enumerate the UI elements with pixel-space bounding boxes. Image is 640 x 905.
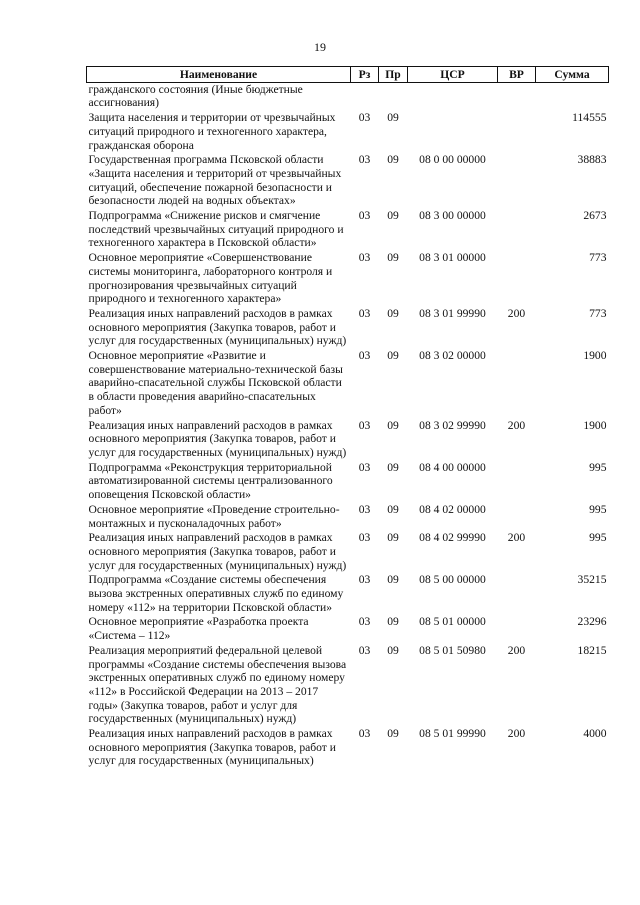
cell-sum: 18215 bbox=[577, 643, 607, 657]
cell-vr bbox=[498, 615, 536, 643]
cell-vr bbox=[498, 153, 536, 209]
cell-pr bbox=[379, 82, 408, 111]
cell-sum: 773 bbox=[589, 251, 607, 265]
cell-name: Реализация иных направлений расходов в рамках основного мероприятия (Закупка товаров, работ и услуг для государственных (муниципальных) нужд) bbox=[88, 418, 347, 459]
header-sum: Сумма bbox=[536, 67, 609, 83]
cell-vr: 200 bbox=[507, 727, 526, 741]
cell-csr: 08 3 02 00000 bbox=[419, 349, 486, 363]
header-csr: ЦСР bbox=[408, 67, 498, 83]
cell-rz: 03 bbox=[358, 727, 371, 741]
table-row bbox=[87, 727, 609, 769]
cell-name: Государственная программа Псковской области «Защита населения и территорий от чрезвычайных ситуаций, обеспечение пожарной безопасности и безопасности людей на водных объектах» bbox=[88, 153, 342, 208]
cell-csr: 08 5 01 50980 bbox=[419, 643, 486, 657]
cell-pr: 09 bbox=[387, 502, 399, 516]
cell-name: Реализация иных направлений расходов в рамках основного мероприятия (Закупка товаров, работ и услуг для государственных (муниципальных) bbox=[88, 727, 336, 768]
cell-pr: 09 bbox=[387, 531, 399, 545]
cell-name: Основное мероприятие «Развитие и совершенствование материально-технической базы аварийно-спасательной службы Псковской области в области проведения аварийно-спасательных работ» bbox=[88, 349, 343, 417]
cell-rz: 03 bbox=[358, 251, 371, 265]
table-row bbox=[87, 419, 609, 461]
cell-rz: 03 bbox=[358, 615, 371, 629]
table-row bbox=[87, 531, 609, 573]
cell-rz: 03 bbox=[358, 111, 371, 125]
cell-pr: 09 bbox=[387, 727, 399, 741]
cell-pr: 09 bbox=[387, 111, 399, 125]
cell-vr bbox=[498, 503, 536, 531]
cell-pr: 09 bbox=[387, 209, 399, 223]
cell-sum: 2673 bbox=[583, 209, 607, 223]
cell-rz: 03 bbox=[358, 643, 371, 657]
cell-rz: 03 bbox=[358, 573, 371, 587]
header-vr: ВР bbox=[498, 67, 536, 83]
cell-sum: 35215 bbox=[577, 573, 607, 587]
cell-pr: 09 bbox=[387, 460, 399, 474]
cell-rz: 03 bbox=[358, 306, 371, 320]
cell-pr: 09 bbox=[387, 153, 399, 167]
cell-rz: 03 bbox=[358, 531, 371, 545]
table-row bbox=[87, 615, 609, 643]
cell-vr bbox=[498, 349, 536, 419]
table-header bbox=[87, 67, 609, 83]
cell-csr: 08 3 01 99990 bbox=[419, 306, 486, 320]
table-row bbox=[87, 573, 609, 615]
cell-sum: 995 bbox=[589, 502, 607, 516]
cell-csr: 08 0 00 00000 bbox=[419, 153, 486, 167]
cell-csr bbox=[408, 111, 498, 153]
cell-vr bbox=[498, 251, 536, 307]
cell-name: Основное мероприятие «Совершенствование системы мониторинга, лабораторного контроля и прогнозирования чрезвычайных ситуаций природного и техногенного характера» bbox=[88, 251, 333, 306]
cell-rz: 03 bbox=[358, 153, 371, 167]
cell-sum: 1900 bbox=[583, 418, 607, 432]
cell-vr: 200 bbox=[507, 643, 526, 657]
cell-pr: 09 bbox=[387, 573, 399, 587]
cell-rz bbox=[351, 82, 379, 111]
table-row bbox=[87, 153, 609, 209]
cell-csr: 08 3 00 00000 bbox=[419, 209, 486, 223]
cell-pr: 09 bbox=[387, 306, 399, 320]
cell-csr: 08 5 00 00000 bbox=[419, 573, 486, 587]
cell-pr: 09 bbox=[387, 349, 399, 363]
cell-name: Подпрограмма «Создание системы обеспечения вызова экстренных оперативных служб по единому номеру «112» на территории Псковской области» bbox=[88, 573, 344, 614]
cell-vr bbox=[498, 461, 536, 503]
cell-rz: 03 bbox=[358, 349, 371, 363]
table-row bbox=[87, 503, 609, 531]
cell-rz: 03 bbox=[358, 502, 371, 516]
table-row bbox=[87, 82, 609, 111]
table-row bbox=[87, 251, 609, 307]
table-body bbox=[87, 82, 609, 769]
cell-name: Подпрограмма «Реконструкция территориальной автоматизированной системы централизованного оповещения Псковской области» bbox=[88, 460, 333, 502]
table-row bbox=[87, 644, 609, 727]
cell-vr bbox=[498, 82, 536, 111]
cell-rz: 03 bbox=[358, 418, 371, 432]
budget-table bbox=[86, 66, 609, 769]
cell-vr: 200 bbox=[507, 306, 526, 320]
cell-sum: 995 bbox=[589, 531, 607, 545]
table-row bbox=[87, 349, 609, 419]
table-row bbox=[87, 461, 609, 503]
cell-name: Основное мероприятие «Проведение строительно-монтажных и пусконаладочных работ» bbox=[88, 502, 340, 530]
cell-name: Реализация иных направлений расходов в рамках основного мероприятия (Закупка товаров, работ и услуг для государственных (муниципальных) нужд) bbox=[88, 531, 347, 572]
header-rz: Рз bbox=[351, 67, 379, 83]
cell-vr bbox=[498, 573, 536, 615]
cell-csr: 08 4 02 99990 bbox=[419, 531, 486, 545]
cell-sum: 995 bbox=[589, 460, 607, 474]
cell-name: Реализация мероприятий федеральной целевой программы «Создание системы обеспечения вызова экстренных оперативных служб по единому номеру «112» в Российской Федерации на 2013 – 2017 годы» (Закупка товаров, работ и услуг для государственных (муниципальных) нужд) bbox=[88, 643, 347, 726]
cell-pr: 09 bbox=[387, 643, 399, 657]
cell-sum: 4000 bbox=[583, 727, 607, 741]
cell-name: Подпрограмма «Снижение рисков и смягчение последствий чрезвычайных ситуаций природного и техногенного характера в Псковской области» bbox=[88, 209, 344, 250]
cell-name: Основное мероприятие «Разработка проекта «Система – 112» bbox=[88, 615, 309, 643]
table-row bbox=[87, 209, 609, 251]
table-row bbox=[87, 111, 609, 153]
cell-sum: 773 bbox=[589, 306, 607, 320]
cell-name: гражданского состояния (Иные бюджетные ассигнования) bbox=[88, 82, 303, 110]
cell-csr: 08 4 02 00000 bbox=[419, 502, 486, 516]
cell-vr: 200 bbox=[507, 418, 526, 432]
cell-csr: 08 5 01 99990 bbox=[419, 727, 486, 741]
cell-csr: 08 5 01 00000 bbox=[419, 615, 486, 629]
cell-sum: 23296 bbox=[577, 615, 607, 629]
page-number: 19 bbox=[314, 40, 326, 54]
cell-sum: 38883 bbox=[577, 153, 607, 167]
header-pr: Пр bbox=[379, 67, 408, 83]
cell-pr: 09 bbox=[387, 251, 399, 265]
cell-csr: 08 3 02 99990 bbox=[419, 418, 486, 432]
table-row bbox=[87, 307, 609, 349]
cell-name: Реализация иных направлений расходов в рамках основного мероприятия (Закупка товаров, работ и услуг для государственных (муниципальных) нужд) bbox=[88, 306, 347, 348]
cell-vr: 200 bbox=[507, 531, 526, 545]
cell-csr bbox=[408, 82, 498, 111]
cell-vr bbox=[498, 209, 536, 251]
cell-csr: 08 3 01 00000 bbox=[419, 251, 486, 265]
cell-vr bbox=[498, 111, 536, 153]
cell-pr: 09 bbox=[387, 615, 399, 629]
cell-sum bbox=[536, 82, 609, 111]
cell-sum: 1900 bbox=[583, 349, 607, 363]
cell-pr: 09 bbox=[387, 418, 399, 432]
cell-rz: 03 bbox=[358, 209, 371, 223]
cell-sum: 114555 bbox=[572, 111, 607, 125]
cell-rz: 03 bbox=[358, 460, 371, 474]
header-name: Наименование bbox=[87, 67, 351, 83]
cell-csr: 08 4 00 00000 bbox=[419, 460, 486, 474]
cell-name: Защита населения и территории от чрезвычайных ситуаций природного и техногенного характера, гражданская оборона bbox=[88, 111, 336, 152]
